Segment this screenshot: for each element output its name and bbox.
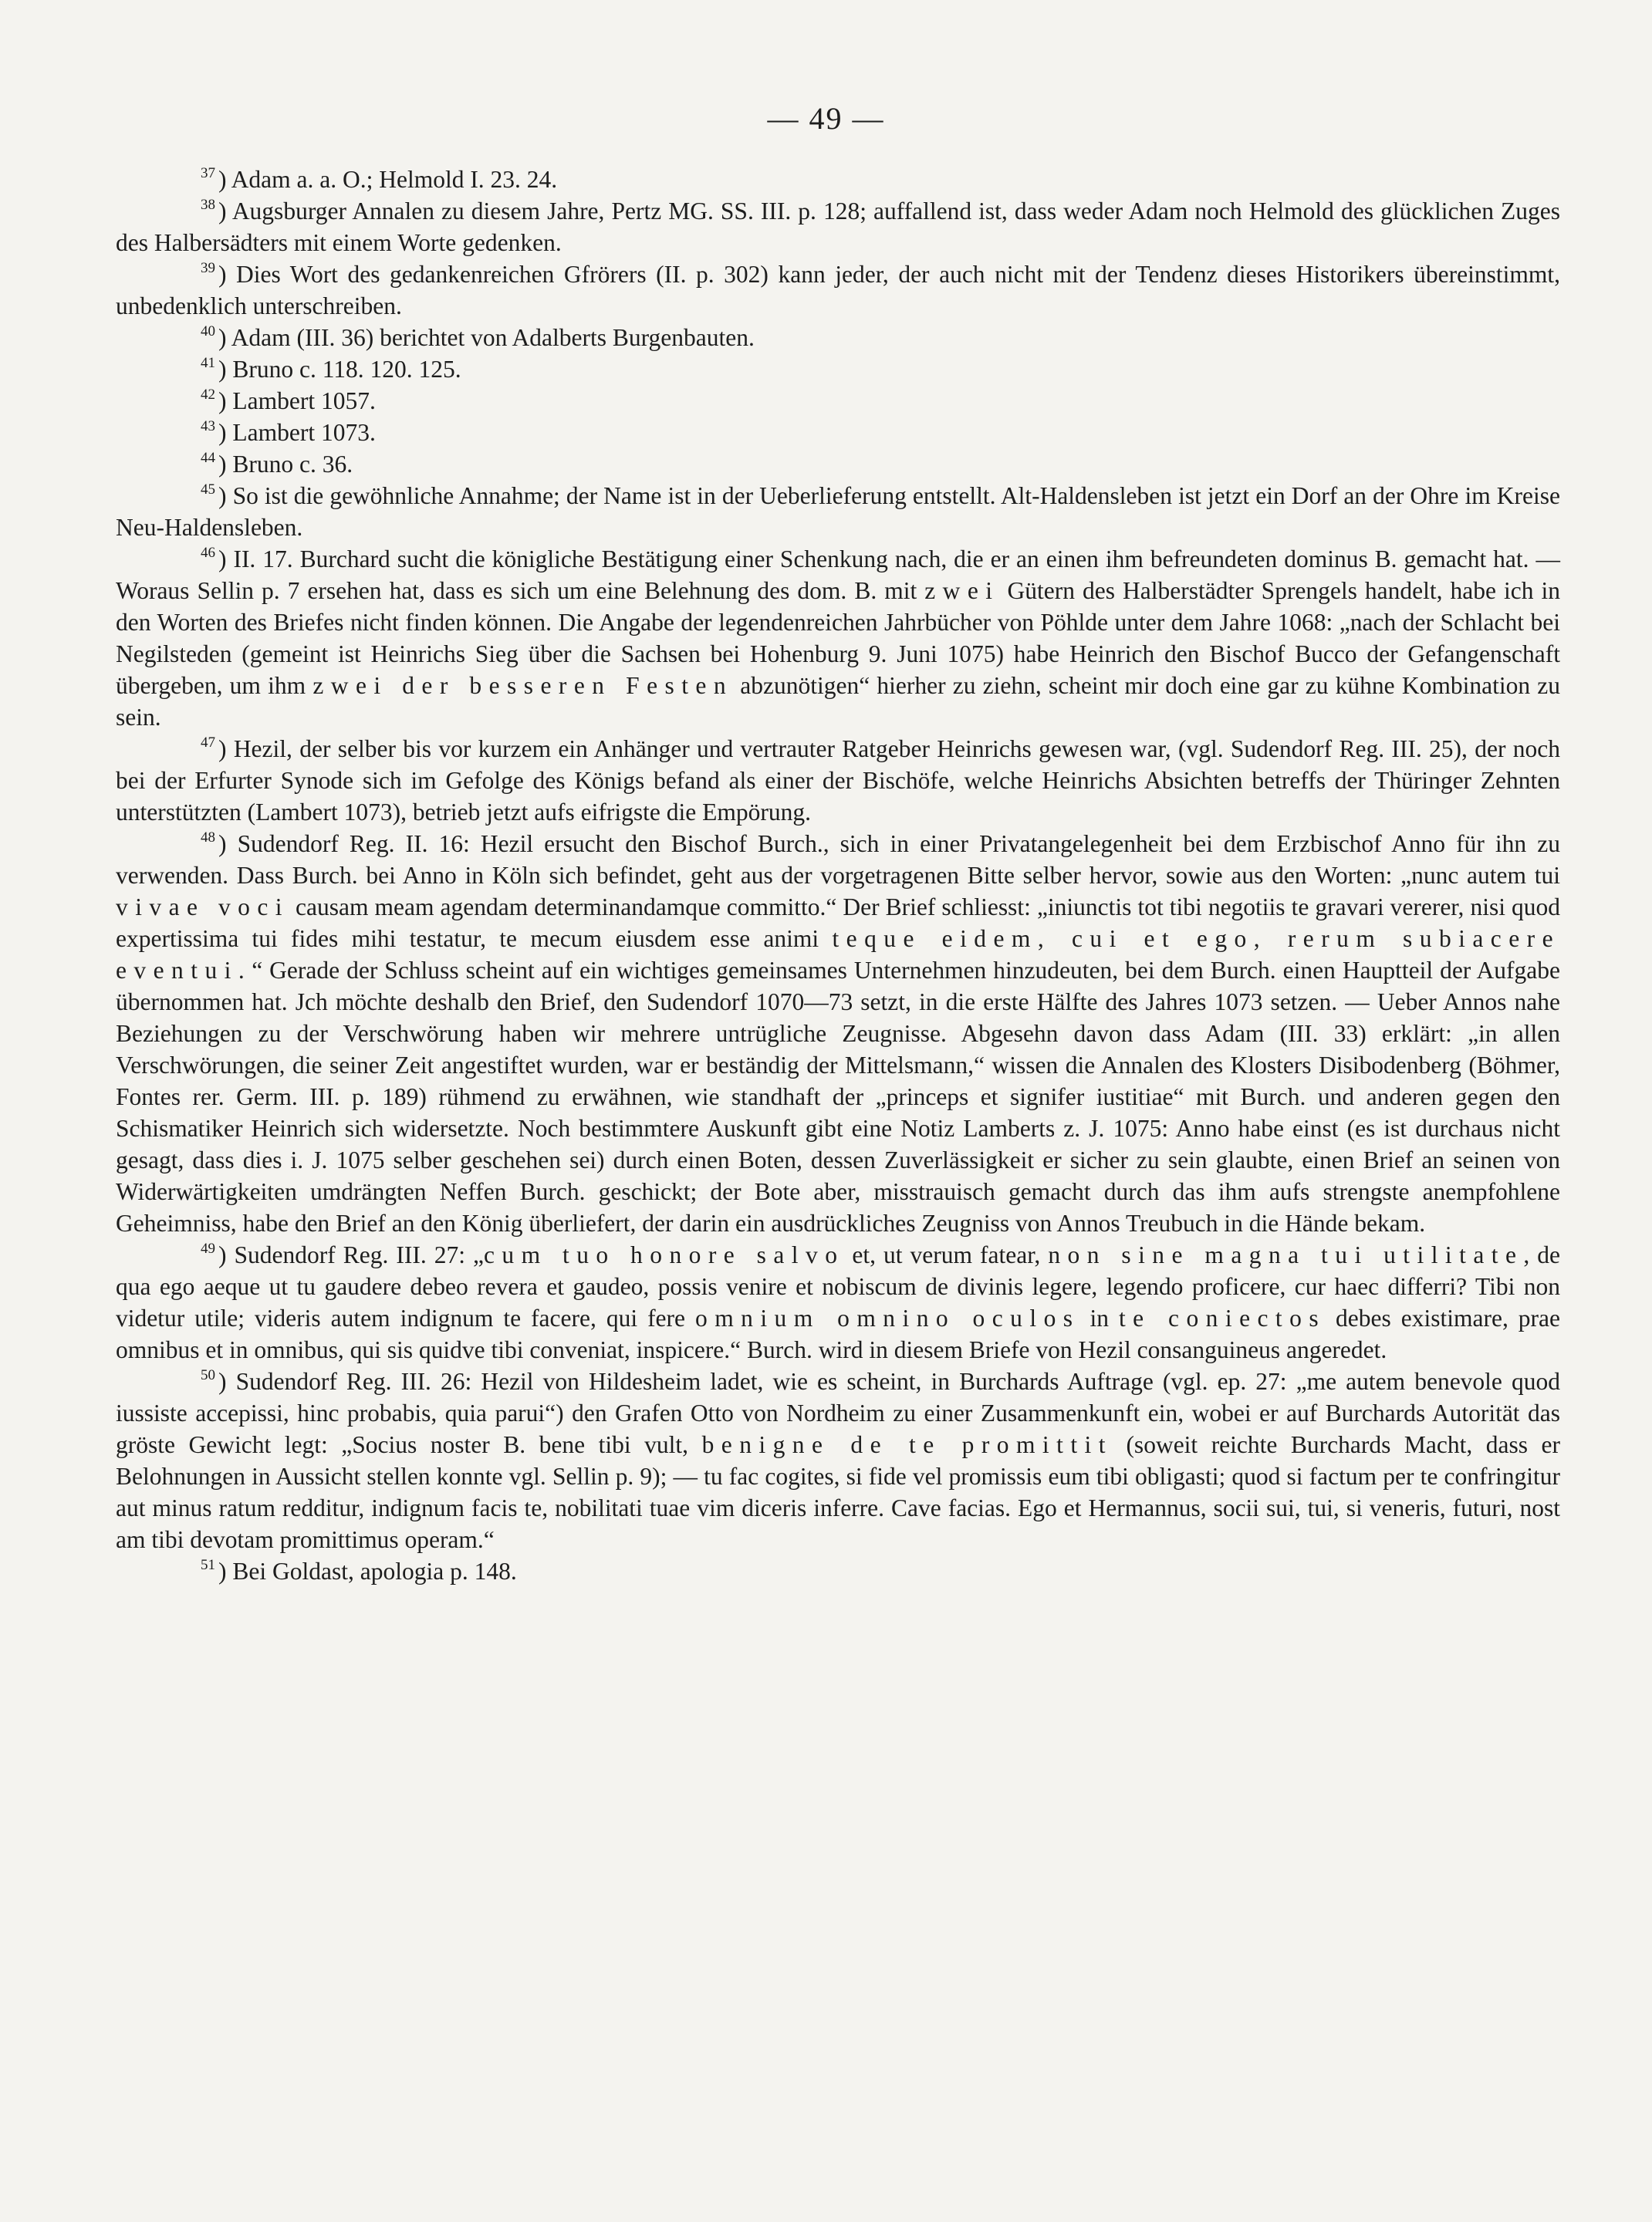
footnote: [116, 353, 1560, 385]
footnote-number: 49: [201, 1240, 215, 1257]
footnote-text: Gütern des Halberstädter Sprengels handelt, habe ich in den Worten des Briefes nicht finden können. Die Angabe der legendenreichen Jahrbücher von Pöhlde unter dem Jahre 1068: „nach der Schlacht bei Negilsteden (gemeint ist Heinrichs Sieg über die Sachsen bei Hohenburg 9. Juni 1075) habe Heinrich den Bischof Bucco der Gefangenschaft übergeben, um ihm: [116, 577, 1560, 699]
footnote-text: Bruno c. 36.: [232, 451, 353, 478]
footnote-number: 40: [201, 322, 215, 339]
footnote-paren: ): [218, 356, 233, 383]
spaced-text: cum tuo honore salvo: [483, 1241, 845, 1268]
footnote-text: Adam a. a. O.; Helmold I. 23. 24.: [231, 166, 558, 193]
footnote-text: (soweit reichte Burchards Macht, dass er Belohnungen in Aussicht stellen konnte vgl. Sellin p. 9); — tu fac cogites, si fide vel promissis eum tibi obligasti; quod si factum per te confringitur aut minus ratum redditur, indignum facis te, nobilitati tuae vim diceris inferre. Cave facias. Ego et Hermannus, socii sui, tui, si veneris, futuri, nost am tibi devotam promittimus operam.“: [116, 1431, 1560, 1553]
spaced-text: vivae voci: [116, 893, 289, 920]
footnote-number: 47: [201, 734, 215, 751]
footnote-text: , de qua ego aeque ut tu gaudere debeo revera et gaudeo, possis venire et nobiscum de divinis legere, legendo proficere, cur haec differri? Tibi non videtur utile; videris autem indignum te facere, qui fere: [116, 1241, 1561, 1332]
footnote: [116, 164, 1560, 195]
spaced-text: te coniectos: [1118, 1305, 1326, 1332]
footnote: [116, 385, 1560, 417]
footnote-text: Bei Goldast, apologia p. 148.: [232, 1558, 517, 1585]
footnote: [116, 448, 1560, 480]
footnote-text: Adam (III. 36) berichtet von Adalberts Burgenbauten.: [231, 324, 755, 351]
footnote-number: 44: [201, 449, 215, 466]
footnote-text: “ Gerade der Schluss scheint auf ein wichtiges gemeinsames Unternehmen hinzudeuten, bei dem Burch. einen Hauptteil der Aufgabe übernommen hat. Jch möchte deshalb den Brief, den Sudendorf 1070—73 setzt, in die erste Hälfte des Jahres 1073 setzen. — Ueber Annos nahe Beziehungen zu der Verschwörung haben wir mehrere untrügliche Zeugnisse. Abgesehn davon dass Adam (III. 33) erklärt: „in allen Verschwörungen, die seiner Zeit angestiftet wurden, war er beständig der Mittelsmann,“ wissen die Annalen des Klosters Disibodenberg (Böhmer, Fontes rer. Germ. III. p. 189) rühmend zu erwähnen, wie standhaft der „princeps et signifer iustitiae“ mit Burch. und anderen gegen den Schismatiker Heinrich sich widersetzte. Noch bestimmtere Auskunft gibt eine Notiz Lamberts z. J. 1075: Anno habe einst (es ist durchaus nicht gesagt, dass dies i. J. 1075 selber geschehen sei) durch einen Boten, dessen Zuverlässigkeit er sicher zu sein glaubte, einen Brief an seinen von Widerwärtigkeiten umdrängten Neffen Burch. geschickt; der Bote aber, misstrauisch gemacht durch das ihm aufs strengste anempfohlene Geheimniss, habe den Brief an den König überliefert, der darin ein ausdrückliches Zeugniss von Annos Treubuch in die Hände bekam.: [116, 957, 1560, 1237]
footnote: [116, 195, 1560, 258]
footnote: [116, 322, 1560, 353]
footnote-paren: ): [218, 419, 233, 446]
footnote-paren: ): [218, 1368, 236, 1395]
footnote-number: 42: [201, 386, 215, 403]
footnote: [116, 1366, 1560, 1555]
footnote-text: Sudendorf Reg. II. 16: Hezil ersucht den Bischof Burch., sich in einer Privatangelegenheit bei dem Erzbischof Anno für ihn zu verwenden. Dass Burch. bei Anno in Köln sich befindet, geht aus der vorgetragenen Bitte selber hervor, sowie aus den Worten: „nunc autem tui: [116, 830, 1560, 889]
footnote-text: Sudendorf Reg. III. 27: „: [234, 1241, 484, 1268]
footnote-text: So ist die gewöhnliche Annahme; der Name ist in der Ueberlieferung entstellt. Alt-Haldensleben ist jetzt ein Dorf an der Ohre im Kreise Neu-Haldensleben.: [116, 482, 1560, 541]
footnote-number: 46: [201, 544, 215, 561]
footnote-text: Hezil, der selber bis vor kurzem ein Anhänger und vertrauter Ratgeber Heinrichs gewesen war, (vgl. Sudendorf Reg. III. 25), der noch bei der Erfurter Synode sich im Gefolge des Königs befand als einer der Bischöfe, welche Heinrichs Absichten betreffs der Thüringer Zehnten unterstützten (Lambert 1073), betrieb jetzt aufs eifrigste die Empörung.: [116, 735, 1560, 826]
page-number: — 49 —: [767, 101, 885, 136]
spaced-text: omnium omnino oculos: [695, 1305, 1080, 1332]
footnote-number: 45: [201, 481, 215, 498]
footnote-number: 39: [201, 259, 215, 276]
footnote: [116, 543, 1560, 733]
footnote-paren: ): [218, 1241, 235, 1268]
footnote-text: abzunötigen“ hierher zu ziehn, scheint mir doch eine gar zu kühne Kombination zu sein.: [116, 672, 1560, 731]
footnote-number: 48: [201, 829, 215, 846]
spaced-text: zwei der besseren Festen: [312, 672, 734, 699]
footnote: [116, 733, 1560, 828]
footnote: [116, 258, 1560, 322]
footnote: [116, 417, 1560, 448]
footnote-paren: ): [218, 324, 231, 351]
footnote: [116, 1555, 1560, 1587]
footnote-text: Augsburger Annalen zu diesem Jahre, Pertz MG. SS. III. p. 128; auffallend ist, dass weder Adam noch Helmold des glücklichen Zuges des Halbersädters mit einem Worte gedenken.: [116, 198, 1560, 256]
spaced-text: benigne de te promittit: [701, 1431, 1113, 1458]
footnote-text: II. 17. Burchard sucht die königliche Bestätigung einer Schenkung nach, die er an einen ihm befreundeten dominus B. gemacht hat. — Woraus Sellin p. 7 ersehen hat, dass es sich um eine Belehnung des dom. B. mit: [116, 545, 1560, 604]
spaced-text: teque eidem, cui et ego, rerum subiacere eventui.: [116, 925, 1561, 984]
spaced-text: zwei: [924, 577, 1000, 604]
footnote-paren: ): [218, 166, 231, 193]
footnote-text: Lambert 1057.: [232, 387, 376, 414]
footnote-text: causam meam agendam determinandamque committo.“ Der Brief schliesst: „iniunctis tot tibi negotiis te gravari vererer, nisi quod expertissima tui fides mihi testatur, te mecum eiusdem esse animi: [116, 893, 1560, 952]
footnote-number: 50: [201, 1366, 215, 1383]
spaced-text: non sine magna tui utilitate: [1048, 1241, 1524, 1268]
footnote-paren: ): [218, 545, 234, 572]
footnote-paren: ): [218, 198, 232, 225]
footnote-paren: ): [218, 451, 233, 478]
footnote-text: in: [1079, 1305, 1119, 1332]
footnote: [116, 828, 1560, 1239]
footnotes: [116, 164, 1560, 1587]
footnote-text: debes existimare, prae omnibus et in omnibus, qui sis quidve tibi conveniat, inspicere.“ Burch. wird in diesem Briefe von Hezil consanguineus angeredet.: [116, 1305, 1561, 1363]
footnote: [116, 480, 1560, 543]
footnote-text: Dies Wort des gedankenreichen Gfrörers (II. p. 302) kann jeder, der auch nicht mit der Tendenz dieses Historikers übereinstimmt, unbedenklich unterschreiben.: [116, 261, 1560, 319]
footnote-number: 51: [201, 1556, 215, 1573]
footnote-number: 41: [201, 354, 215, 371]
footnote-text: Lambert 1073.: [232, 419, 376, 446]
footnote-text: Sudendorf Reg. III. 26: Hezil von Hildesheim ladet, wie es scheint, in Burchards Auftrage (vgl. ep. 27: „me autem benevole quod iussiste accepissi, hinc probabis, quia parui“) den Grafen Otto von Nordheim zu einer Zusammenkunft ein, wobei er auf Burchards Autorität das gröste Gewicht legt: „Socius noster B. bene tibi vult,: [116, 1368, 1560, 1458]
footnote-paren: ): [218, 735, 234, 762]
footnote-number: 37: [201, 164, 215, 181]
footnote-number: 38: [201, 196, 215, 213]
footnote-paren: ): [218, 830, 238, 857]
footnote-text: Bruno c. 118. 120. 125.: [232, 356, 461, 383]
footnote-paren: ): [218, 261, 237, 288]
footnote-number: 43: [201, 417, 215, 434]
footnote: [116, 1239, 1560, 1366]
footnote-paren: ): [218, 482, 233, 509]
footnote-text: et, ut verum fatear,: [844, 1241, 1049, 1268]
footnote-paren: ): [218, 1558, 233, 1585]
footnote-paren: ): [218, 387, 233, 414]
